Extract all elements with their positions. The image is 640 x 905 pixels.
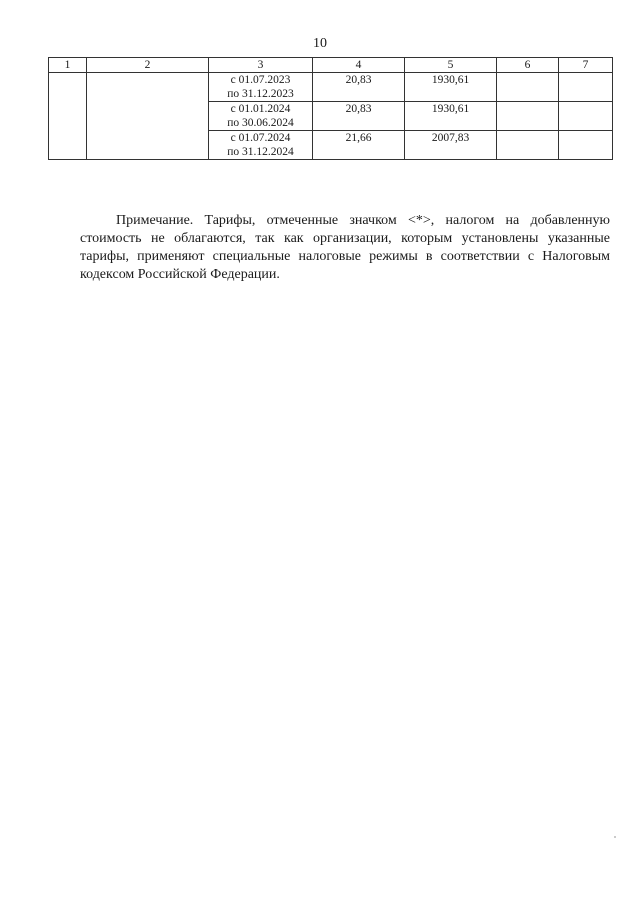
value-col-4: 21,66 (313, 131, 405, 160)
value-col-6 (497, 131, 559, 160)
period-from: с 01.07.2024 (230, 132, 291, 144)
value-col-7 (559, 131, 613, 160)
value-col-5: 1930,61 (405, 73, 497, 102)
page-number: 10 (313, 36, 327, 51)
period-cell (209, 131, 313, 160)
header-col-7: 7 (559, 58, 613, 73)
value-col-6 (497, 73, 559, 102)
value-col-6 (497, 102, 559, 131)
note-paragraph: Примечание. Тарифы, отмеченные значком <*>, налогом на добавленную стоимость не облагаются, так как организации, которым установлены указанные тарифы, применяют специальные налоговые режимы в соответствии с Налоговым кодексом Российской Федерации. (80, 213, 610, 282)
table-row (49, 73, 613, 102)
value-col-7 (559, 102, 613, 131)
table-header-row (49, 58, 613, 73)
period-to: по 30.06.2024 (227, 117, 294, 129)
tariff-table (48, 57, 613, 160)
header-col-6: 6 (497, 58, 559, 73)
merged-cell-col-1 (49, 73, 87, 160)
scan-artifact-dot (614, 836, 616, 838)
value-col-4: 20,83 (313, 73, 405, 102)
value-col-5: 2007,83 (405, 131, 497, 160)
merged-cell-col-2 (87, 73, 209, 160)
value-col-4: 20,83 (313, 102, 405, 131)
period-cell (209, 73, 313, 102)
period-cell (209, 102, 313, 131)
value-col-5: 1930,61 (405, 102, 497, 131)
header-col-2: 2 (87, 58, 209, 73)
period-from: с 01.07.2023 (230, 74, 291, 86)
period-to: по 31.12.2024 (227, 146, 294, 158)
header-col-5: 5 (405, 58, 497, 73)
value-col-7 (559, 73, 613, 102)
header-col-1: 1 (49, 58, 87, 73)
period-to: по 31.12.2023 (227, 88, 294, 100)
header-col-3: 3 (209, 58, 313, 73)
header-col-4: 4 (313, 58, 405, 73)
period-from: с 01.01.2024 (230, 103, 291, 115)
